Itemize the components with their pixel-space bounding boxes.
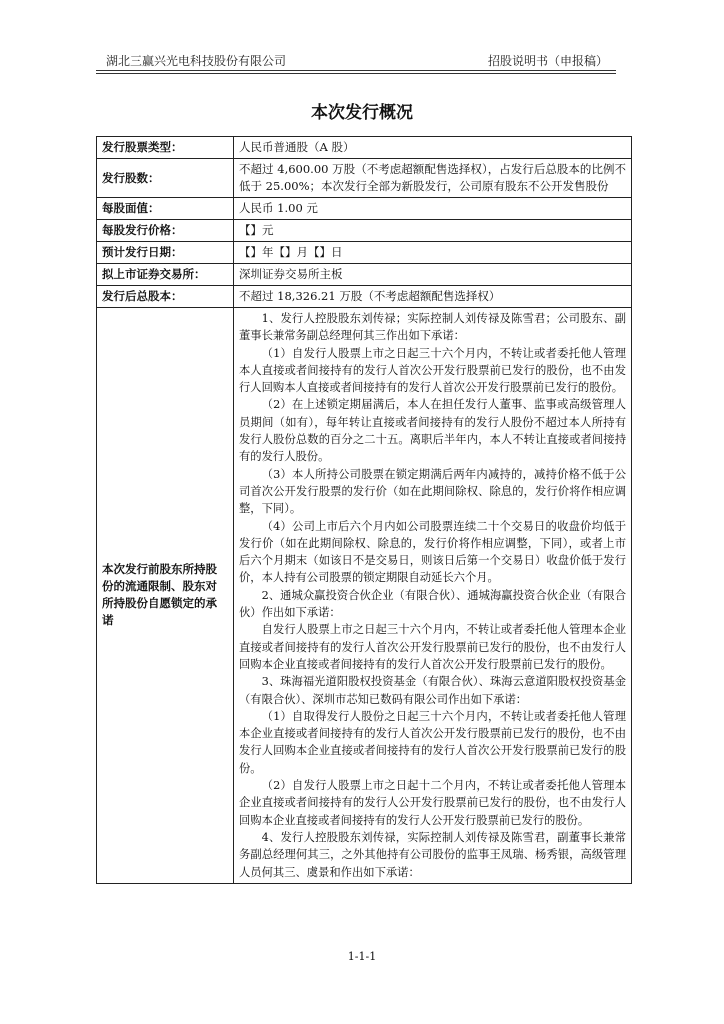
commitment-paragraph: 自发行人股票上市之日起三十六个月内，不转让或者委托他人管理本企业直接或者间接持有的发行人首次公开发行股票前已发行的股份，也不由发行人回购本企业直接或者间接持有的发行人首次公开发行股票前已发行的股份。 <box>239 623 626 671</box>
header-divider <box>96 73 616 74</box>
row-value: 【】年【】月【】日 <box>234 242 632 264</box>
commitment-label: 本次发行前股东所持股份的流通限制、股东对所持股份自愿锁定的承诺 <box>97 308 234 884</box>
commitment-paragraph: 1、发行人控股股东刘传禄；实际控制人刘传禄及陈雪君；公司股东、副董事长兼常务副总经理何其三作出如下承诺： <box>239 312 626 343</box>
commitment-paragraph: 3、珠海福光道阳股权投资基金（有限合伙）、珠海云意道阳股权投资基金（有限合伙）、深圳市芯知已数码有限公司作出如下承诺： <box>239 675 626 706</box>
commitment-paragraph: （4）公司上市后六个月内如公司股票连续二十个交易日的收盘价均低于发行价（如在此期间除权、除息的，发行价将作相应调整，下同），或者上市后六个月期末（如该日不是交易日，则该日后第一个交易日）收盘价低于发行价，本人持有公司股票的锁定期限自动延长六个月。 <box>239 519 626 585</box>
table-row <box>97 220 632 242</box>
page-title: 本次发行概况 <box>311 103 413 123</box>
row-label: 每股发行价格： <box>97 220 234 242</box>
row-label: 每股面值： <box>97 198 234 220</box>
row-label: 发行股票类型： <box>97 137 234 159</box>
row-value: 【】元 <box>234 220 632 242</box>
commitment-paragraph: （3）本人所持公司股票在锁定期满后两年内减持的，减持价格不低于公司首次公开发行股票的发行价（如在此期间除权、除息的，发行价将作相应调整，下同）。 <box>239 467 626 516</box>
table-row <box>97 286 632 308</box>
commitment-paragraph: （2）自发行人股票上市之日起十二个月内，不转让或者委托他人管理本企业直接或者间接持有的发行人公开发行股票前已发行的股份，也不由发行人回购本企业直接或者间接持有的发行人公开发行股票前已发行的股份。 <box>239 779 626 827</box>
commitment-paragraph: 2、通城众赢投资合伙企业（有限合伙）、通城海赢投资合伙企业（有限合伙）作出如下承诺： <box>239 588 626 620</box>
header-doc-type: 招股说明书（申报稿） <box>487 54 608 68</box>
row-value: 人民币 1.00 元 <box>234 198 632 220</box>
table-row <box>97 159 632 198</box>
table-row <box>97 198 632 220</box>
commitment-paragraph: 4、发行人控股股东刘传禄，实际控制人刘传禄及陈雪君，副董事长兼常务副总经理何其三，之外其他持有公司股份的监事王凤瑞、杨秀银，高级管理人员何其三、虞景和作出如下承诺： <box>239 830 626 879</box>
table-row <box>97 264 632 286</box>
row-value: 不超过 18,326.21 万股（不考虑超额配售选择权） <box>234 286 632 308</box>
row-value: 深圳证券交易所主板 <box>234 264 632 286</box>
row-label: 发行后总股本： <box>97 286 234 308</box>
commitment-paragraph: （2）在上述锁定期届满后，本人在担任发行人董事、监事或高级管理人员期间（如有），每年转让直接或者间接持有的发行人股份不超过本人所持有发行人股份总数的百分之二十五。离职后半年内，本人不转让直接或者间接持有的发行人股份。 <box>239 398 626 464</box>
page-header <box>96 50 616 71</box>
row-label: 拟上市证券交易所： <box>97 264 234 286</box>
commitment-content <box>234 308 632 884</box>
row-value: 人民币普通股（A 股） <box>234 137 632 159</box>
table-row <box>97 242 632 264</box>
table-row-commitment <box>97 308 632 884</box>
row-label: 发行股数： <box>97 159 234 198</box>
table-row <box>97 137 632 159</box>
header-company: 湖北三赢兴光电科技股份有限公司 <box>106 54 287 68</box>
row-label: 预计发行日期： <box>97 242 234 264</box>
row-value: 不超过 4,600.00 万股（不考虑超额配售选择权），占发行后总股本的比例不低于 25.00%；本次发行全部为新股发行，公司原有股东不公开发售股份 <box>234 159 632 198</box>
page-number: 1-1-1 <box>347 950 377 963</box>
commitment-paragraph: （1）自取得发行人股份之日起三十六个月内，不转让或者委托他人管理本企业直接或者间接持有的发行人首次公开发行股票前已发行的股份，也不由发行人回购本企业直接或者间接持有的发行人首次公开发行股票前已发行的股份。 <box>239 709 626 775</box>
issuance-overview-table <box>96 136 632 884</box>
commitment-paragraph: （1）自发行人股票上市之日起三十六个月内，不转让或者委托他人管理本人直接或者间接持有的发行人首次公开发行股票前已发行的股份，也不由发行人回购本人直接或者间接持有的发行人首次公开发行股票前已发行的股份。 <box>239 346 626 395</box>
